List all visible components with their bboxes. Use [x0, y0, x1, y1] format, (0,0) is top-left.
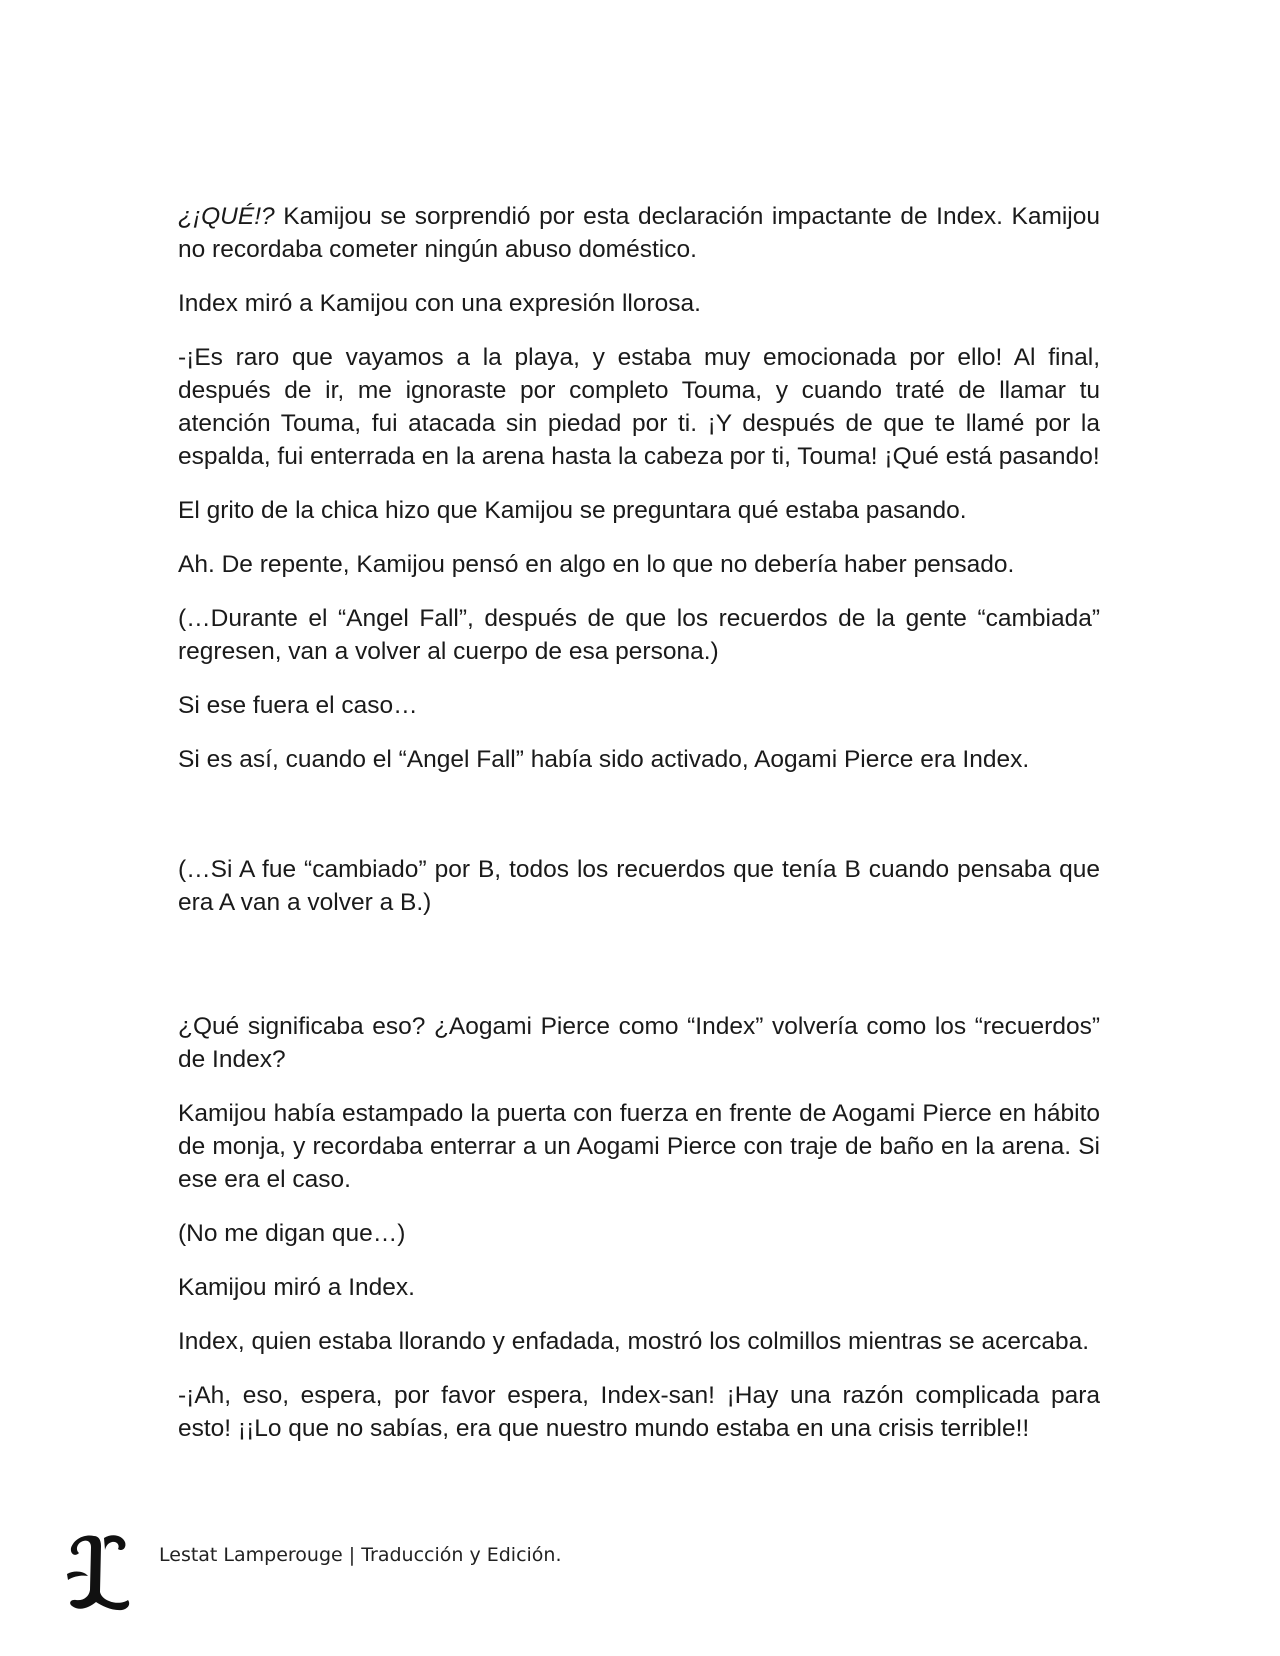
paragraph-13: Kamijou miró a Index. [178, 1274, 415, 1301]
section-gap [178, 797, 1100, 853]
paragraph-8: Si es así, cuando el “Angel Fall” había sido activado, Aogami Pierce era Index. [178, 746, 1030, 773]
paragraph-4: El grito de la chica hizo que Kamijou se preguntara qué estaba pasando. [178, 497, 967, 524]
paragraph-text: Kamijou se sorprendió por esta declaración impactante de Index. Kamijou no recordaba cometer ningún abuso doméstico. [178, 203, 1100, 263]
paragraph-11: Kamijou había estampado la puerta con fuerza en frente de Aogami Pierce en hábito de monja, y recordaba enterrar a un Aogami Pierce con traje de baño en la arena. Si ese era el caso. [178, 1100, 1100, 1193]
paragraph-6: (…Durante el “Angel Fall”, después de que los recuerdos de la gente “cambiada” regresen, van a volver al cuerpo de esa persona.) [178, 605, 1100, 665]
paragraph-10: ¿Qué significaba eso? ¿Aogami Pierce como “Index” volvería como los “recuerdos” de Index? [178, 1013, 1100, 1073]
paragraph-2: Index miró a Kamijou con una expresión llorosa. [178, 290, 701, 317]
paragraph-7: Si ese fuera el caso… [178, 692, 418, 719]
paragraph-3: -¡Es raro que vayamos a la playa, y estaba muy emocionada por ello! Al final, después de ir, me ignoraste por completo Touma, y cuando traté de llamar tu atención Touma, fui atacada sin piedad por ti. ¡Y después de que te llamé por la espalda, fui enterrada en la arena hasta la cabeza por ti, Touma! ¡Qué está pasando! [178, 344, 1100, 470]
paragraph-14: Index, quien estaba llorando y enfadada, mostró los colmillos mientras se acercaba. [178, 1328, 1090, 1355]
page-body [178, 200, 1100, 1466]
translator-credit: Lestat Lamperouge | Traducción y Edición. [159, 1544, 562, 1566]
paragraph-15: -¡Ah, eso, espera, por favor espera, Index-san! ¡Hay una razón complicada para esto! ¡¡Lo que no sabías, era que nuestro mundo estaba en una crisis terrible!! [178, 1382, 1100, 1442]
blackletter-l-logo [64, 1530, 134, 1614]
section-gap [178, 940, 1100, 1010]
paragraph-12: (No me digan que…) [178, 1220, 406, 1247]
paragraph-5: Ah. De repente, Kamijou pensó en algo en lo que no debería haber pensado. [178, 551, 1015, 578]
exclamation-lead: ¿¡QUÉ!? [178, 203, 275, 230]
paragraph-1 [178, 200, 1100, 266]
paragraph-9: (…Si A fue “cambiado” por B, todos los recuerdos que tenía B cuando pensaba que era A van a volver a B.) [178, 856, 1100, 916]
page-footer [64, 1530, 764, 1620]
